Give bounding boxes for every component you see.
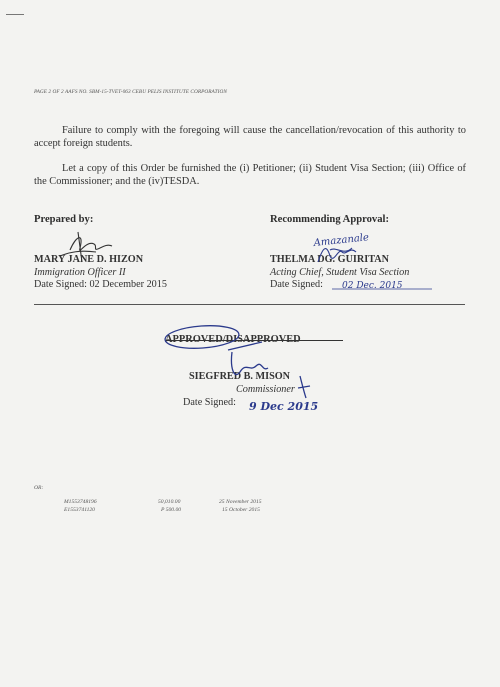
paragraph-failure: Failure to comply with the foregoing will cause the cancellation/revocation of this authority to accept foreign students. <box>34 125 466 149</box>
recommending-date-label: Date Signed: <box>270 279 323 290</box>
or-amount-1: 50,010.00 <box>158 499 181 505</box>
prepared-name: MARY JANE D. HIZON <box>34 254 144 265</box>
or-date-1: 25 November 2015 <box>219 499 262 505</box>
commissioner-title: Commissioner <box>236 384 295 395</box>
or-number-1: M1553748196 <box>64 499 97 505</box>
recommending-label: Recommending Approval: <box>270 214 389 225</box>
commissioner-name: SIEGFRED B. MISON <box>189 371 291 382</box>
or-date-2: 15 October 2015 <box>222 507 260 513</box>
page-header: PAGE 2 OF 2 AAFS NO. SBM-15-TVET-063 CEBU PELIS INSTITUTE CORPORATION <box>34 89 227 95</box>
paragraph-copy-furnished: Let a copy of this Order be furnished the (i) Petitioner; (ii) Student Visa Section; (iii) Office of the Commissioner; and the (iv)TESDA. <box>34 163 466 187</box>
prepared-by-label: Prepared by: <box>34 214 94 225</box>
or-label: OR: <box>34 485 44 491</box>
prepared-title: Immigration Officer II <box>34 267 126 278</box>
or-number-2: E1553741120 <box>64 507 95 513</box>
guiritan-handwritten-date: 02 Dec. 2015 <box>342 281 403 291</box>
section-divider <box>34 304 465 305</box>
guiritan-handwritten-note: Amazanale <box>313 232 370 249</box>
commissioner-date-label: Date Signed: <box>183 397 236 408</box>
approval-strikethrough <box>165 340 343 341</box>
corner-mark <box>6 14 24 15</box>
recommending-name: THELMA DG. GUIRITAN <box>270 254 389 265</box>
mison-handwritten-date: 9 Dec 2015 <box>249 400 319 413</box>
or-amount-2: P 500.00 <box>161 507 182 513</box>
approval-status: APPROVED/DISAPPROVED <box>165 334 301 345</box>
recommending-title: Acting Chief, Student Visa Section <box>270 267 410 278</box>
prepared-date: Date Signed: 02 December 2015 <box>34 279 167 290</box>
